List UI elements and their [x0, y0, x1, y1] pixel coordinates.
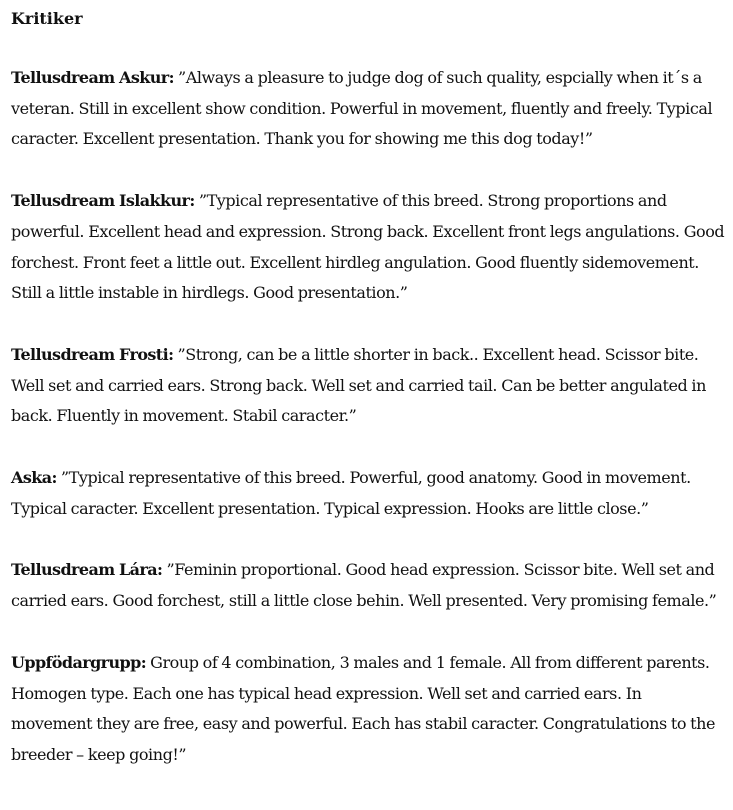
critique-text: ”Strong, can be a little shorter in back.. Excellent head. Scissor bite. Well set and carried ears. Strong back. Well set and carried tail. Can be better angulated in back. Fluently in movement. Stabil caracter.” [11, 344, 706, 426]
dog-name: Aska: [11, 468, 57, 488]
dog-name: Tellusdream Lára: [11, 560, 163, 580]
critique-text: ”Typical representative of this breed. Strong proportions and powerful. Excellent head and expression. Strong back. Excellent front legs angulations. Good forchest. Front feet a little out. Excellent hirdleg angulation. Good fluently sidemovement. Still a little instable in hirdlegs. Good presentation.” [11, 191, 725, 303]
dog-name: Tellusdream Frosti: [11, 344, 174, 364]
critique-text: Group of 4 combination, 3 males and 1 female. All from different parents. Homogen type. Each one has typical head expression. Well set and carried ears. In movement they are free, easy and powerful. Each has stabil caracter. Congratulations to the breeder – keep going!” [11, 652, 715, 764]
critiques-document [11, 6, 726, 802]
page-title: Kritiker [11, 9, 83, 28]
critique-text: ”Typical representative of this breed. Powerful, good anatomy. Good in movement. Typical caracter. Excellent presentation. Typical expression. Hooks are little close.” [11, 468, 691, 518]
critique-frosti [11, 340, 726, 432]
dog-name: Tellusdream Askur: [11, 68, 174, 87]
critique-text: ”Feminin proportional. Good head expression. Scissor bite. Well set and carried ears. Good forchest, still a little close behin. Well presented. Very promising female.” [11, 560, 717, 611]
critique-breeder-group [11, 648, 726, 771]
critique-lara [11, 555, 726, 616]
dog-name: Uppfödargrupp: [11, 652, 146, 672]
critique-text: ”Always a pleasure to judge dog of such quality, espcially when it´s a veteran. Still in excellent show condition. Powerful in movement, fluently and freely. Typical caracter. Excellent presentation. Thank you for showing me this dog today!” [11, 68, 713, 149]
dog-name: Tellusdream Islakkur: [11, 191, 195, 211]
critique-askur [11, 63, 726, 155]
critique-islakkur [11, 186, 726, 309]
critique-aska [11, 463, 726, 524]
